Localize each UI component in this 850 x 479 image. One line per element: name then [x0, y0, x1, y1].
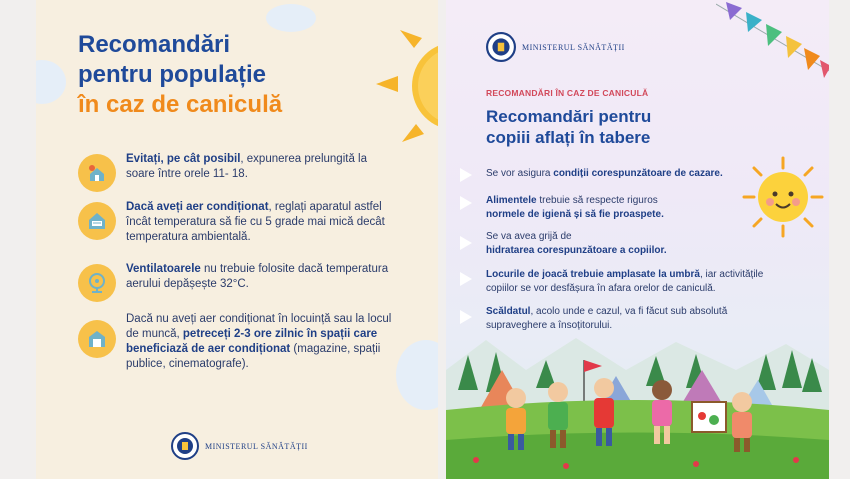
- left-poster: [36, 0, 438, 479]
- recommendation-item: Locurile de joacă trebuie amplasate la umbră, iar activitățile copiilor se vor desfășura în afara orelor de caniculă.: [486, 269, 764, 294]
- bullet-arrow: [460, 272, 472, 286]
- air-conditioner-icon: [78, 202, 116, 240]
- bullet-arrow: [460, 310, 472, 324]
- ministry-logo: [171, 432, 308, 460]
- recommendation-item: Se vor asigura condiții corespunzătoare de cazare.: [486, 168, 723, 179]
- recommendation-item: Evitați, pe cât posibil, expunerea prelungită la soare între orele 11- 18.: [78, 152, 398, 192]
- ministry-name: MINISTERUL SĂNĂTĂȚII: [205, 441, 308, 451]
- cloud-decoration: [266, 4, 316, 32]
- sun-house-icon: [78, 154, 116, 192]
- bullet-arrow: [460, 236, 472, 250]
- right-poster: [446, 0, 829, 479]
- bullet-arrow: [460, 196, 472, 210]
- ministry-logo: [486, 32, 625, 62]
- recommendation-item: Ventilatoarele nu trebuie folosite dacă temperatura aerului depășește 32°C.: [78, 262, 398, 302]
- recommendation-item: Se va avea grijă de hidratarea corespunzătoare a copiilor.: [486, 231, 667, 256]
- camp-scene-illustration: [446, 330, 829, 479]
- cloud-decoration: [396, 340, 438, 410]
- poster-kicker: RECOMANDĂRI ÎN CAZ DE CANICULĂ: [486, 88, 649, 98]
- ministry-name: MINISTERUL SĂNĂTĂȚII: [522, 42, 625, 52]
- cloud-decoration: [36, 60, 66, 104]
- left-title: Recomandări pentru populație în caz de caniculă: [78, 31, 283, 118]
- fan-icon: [78, 264, 116, 302]
- recommendation-item: Scăldatul, acolo unde e cazul, va fi făcut sub absolută supraveghere a însoțitorului.: [486, 306, 728, 331]
- ministry-emblem-icon: [171, 432, 199, 460]
- recommendation-item: Alimentele trebuie să respecte riguros normele de igienă și să fie proaspete.: [486, 195, 664, 220]
- ministry-emblem-icon: [486, 32, 516, 62]
- bullet-arrow: [460, 168, 472, 182]
- recommendation-item: Dacă nu aveți aer condiționat în locuință sau la locul de muncă, petreceți 2-3 ore zilnic în spații care beneficiază de aer condiționat (magazine, spații publice, cinematografe).: [78, 312, 398, 372]
- recommendation-item: Dacă aveți aer condiționat, reglați aparatul astfel încât temperatura să fie cu 5 grade mai mică decât temperatura ambientală.: [78, 200, 398, 245]
- right-title: Recomandări pentru copiii aflați în tabere: [486, 107, 652, 147]
- cool-building-icon: [78, 320, 116, 358]
- bunting-decoration: [716, 0, 829, 80]
- sun-icon: [376, 8, 438, 148]
